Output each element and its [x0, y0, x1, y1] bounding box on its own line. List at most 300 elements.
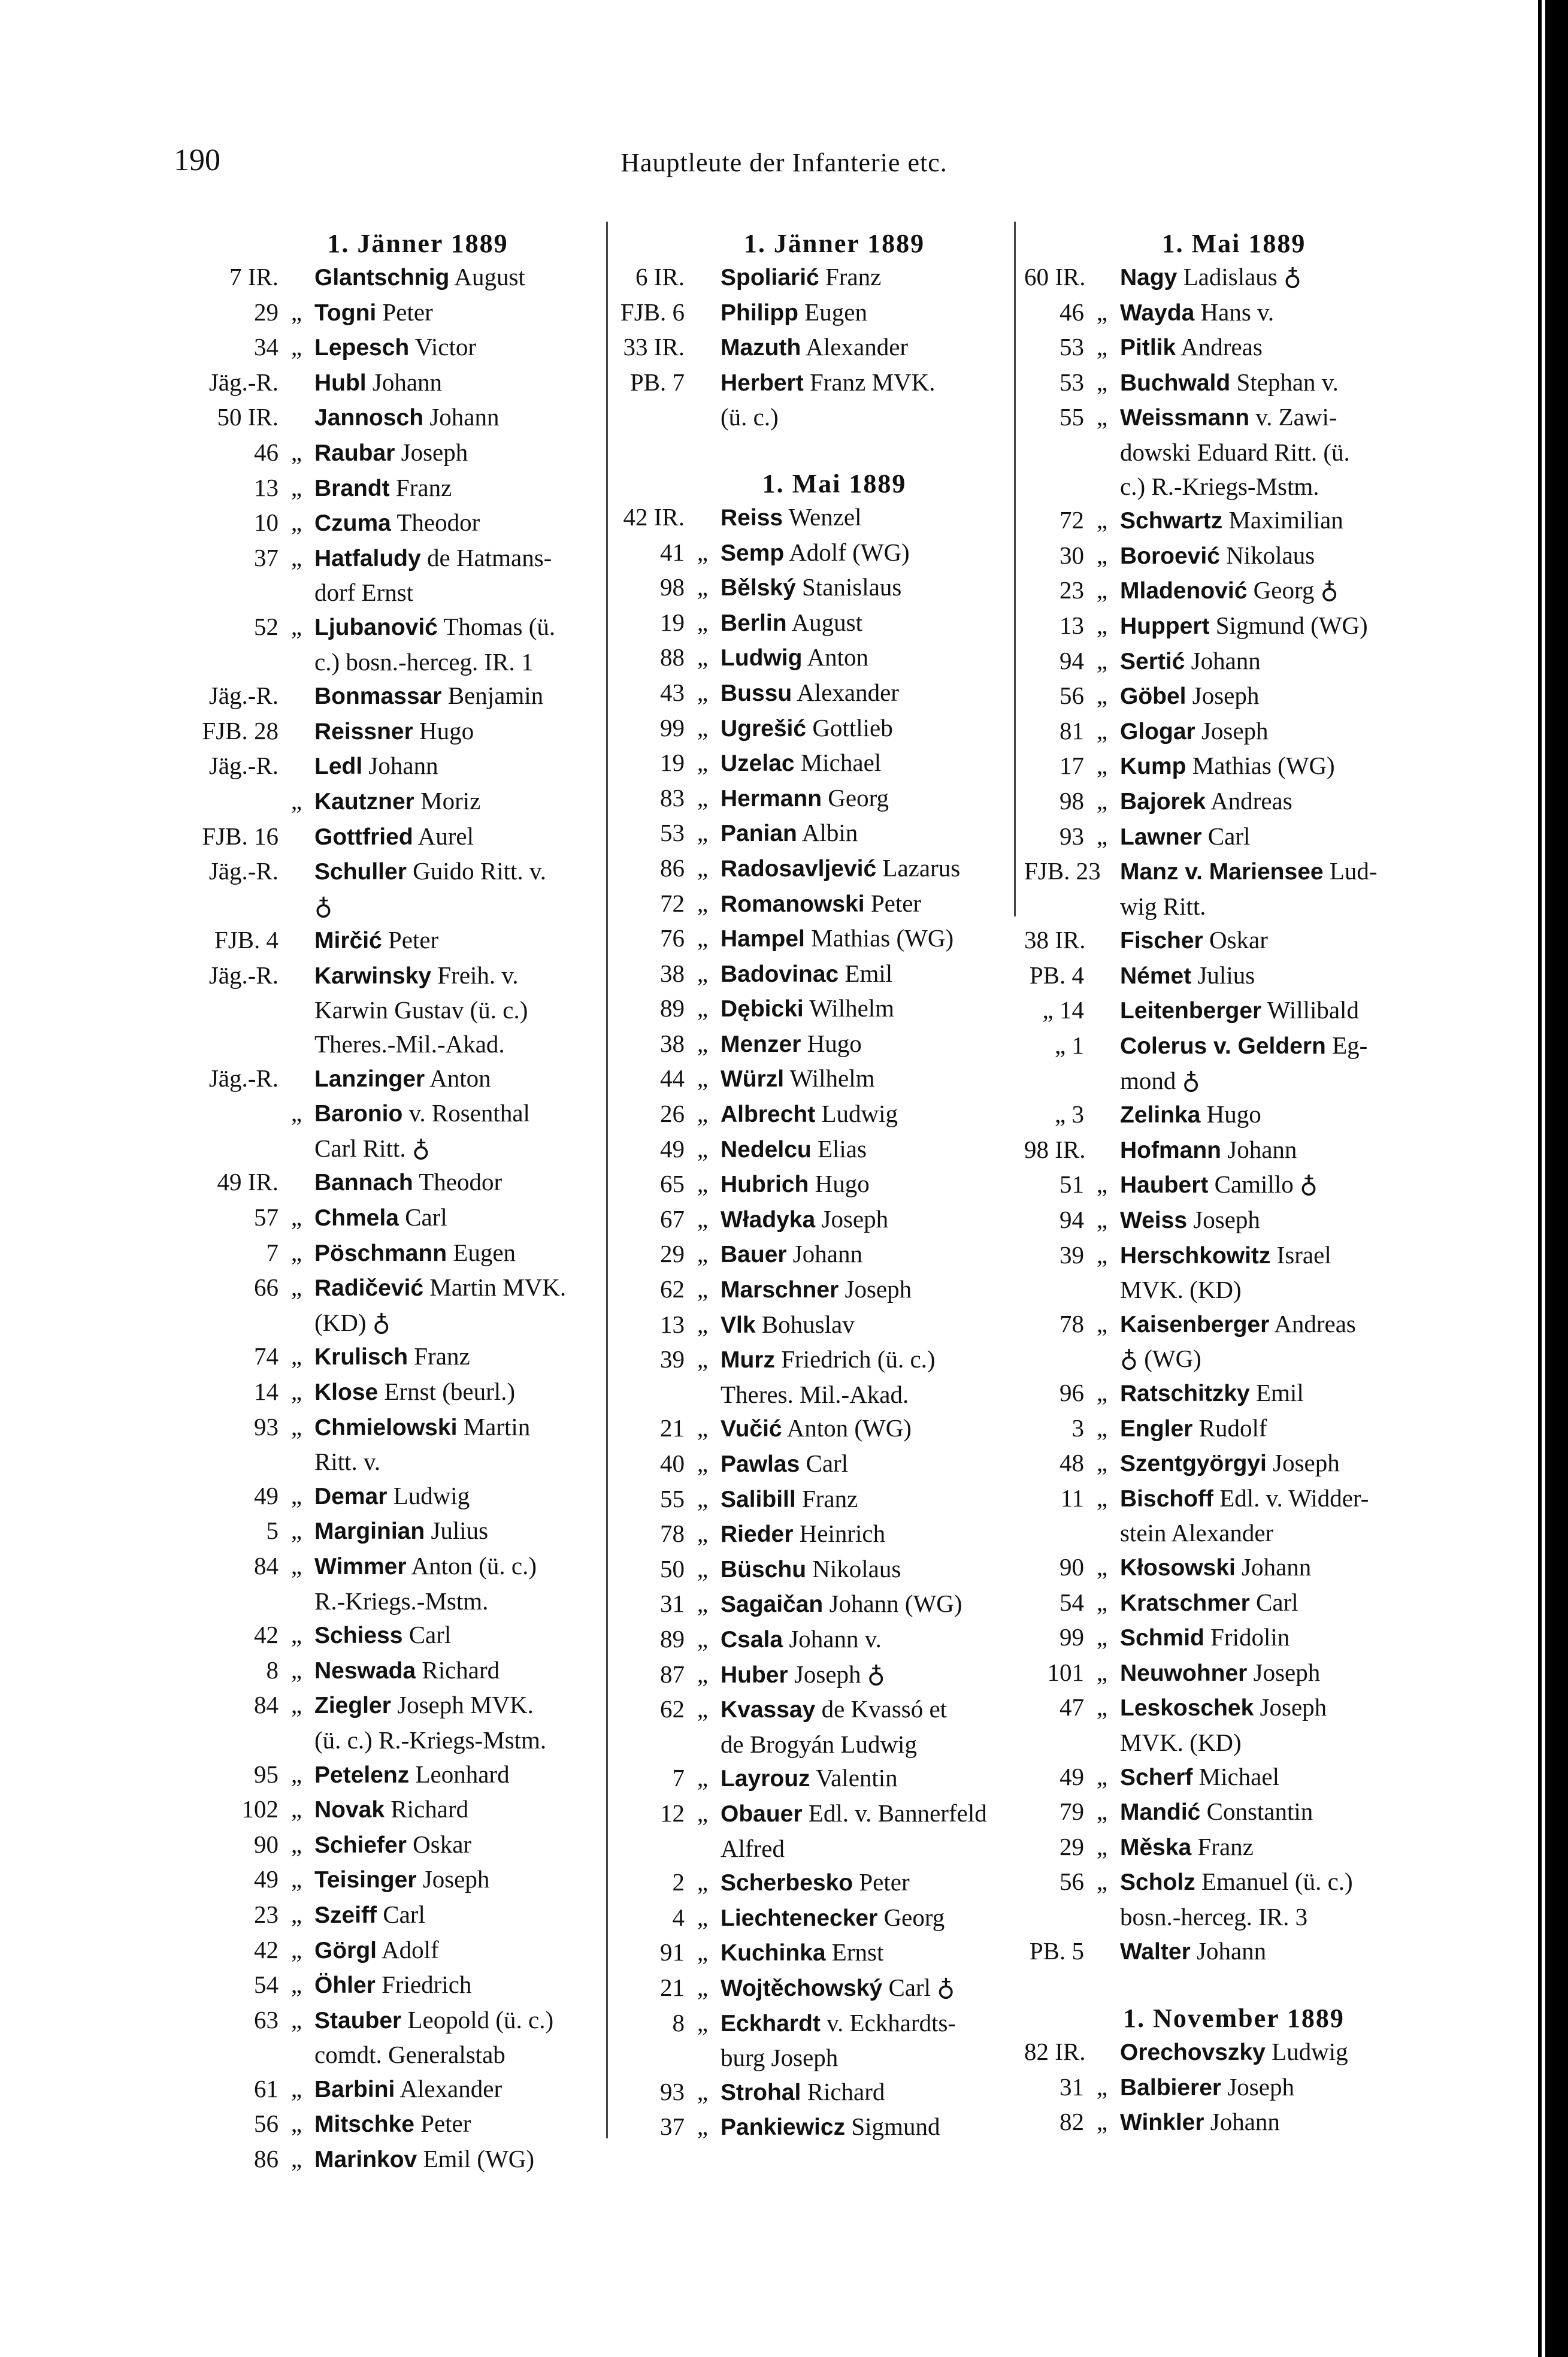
regiment-number: 4 — [672, 1903, 685, 1931]
regiment-number: Jäg.-R. — [208, 857, 279, 885]
regiment-number: 98 — [1060, 786, 1084, 815]
surname: Kuchinka — [721, 1940, 826, 1966]
surname: Barbini — [314, 2076, 395, 2102]
given-name-details: Alexander — [792, 678, 899, 706]
officer-entry-text — [314, 1862, 599, 1898]
officer-entry-text — [1120, 1097, 1407, 1133]
roster-entry — [1024, 1934, 1407, 1969]
surname: Mitschke — [314, 2111, 414, 2138]
ditto-mark: „ — [1096, 1240, 1108, 1269]
roster-entry — [619, 2110, 1014, 2145]
roster-entry — [619, 1935, 1014, 1971]
ditto-mark — [279, 1061, 314, 1097]
surname: Karwinsky — [314, 963, 432, 989]
given-name-details: Hugo — [801, 1029, 862, 1057]
officer-entry-text — [721, 1622, 1014, 1657]
regiment-number: 49 — [1060, 1762, 1084, 1790]
regiment-number: 98 — [660, 573, 685, 601]
ditto-mark: „ — [697, 1170, 709, 1198]
officer-entry-text — [721, 1796, 1014, 1865]
roster-entry — [1024, 854, 1407, 923]
roster-entry — [619, 1097, 1014, 1132]
ditto-mark: „ — [1096, 646, 1108, 674]
ditto-mark: „ — [290, 1517, 302, 1545]
roster-entry — [201, 958, 599, 1061]
ditto-mark: „ — [697, 2113, 709, 2141]
roster-entry — [619, 1202, 1014, 1237]
ditto-mark: „ — [1096, 1449, 1108, 1477]
regiment-number: 42 — [254, 1621, 279, 1649]
officer-entry-text — [314, 923, 599, 958]
ditto-mark: „ — [697, 1799, 709, 1827]
regiment-number: 44 — [660, 1064, 685, 1093]
ditto-mark: „ — [1096, 298, 1108, 326]
given-name-details: Hans v. — [1194, 298, 1275, 326]
officer-entry-text — [721, 1901, 1014, 1936]
section-header: 1. November 1889 — [1123, 2004, 1345, 2034]
officer-entry-text — [314, 749, 599, 784]
officer-entry-text — [314, 1375, 599, 1410]
officer-entry-text — [721, 1061, 1014, 1097]
given-name-details: Martin MVK. (KD) ♁ — [314, 1273, 567, 1336]
roster-entry — [201, 1898, 599, 1933]
officer-entry-text — [314, 1968, 599, 2003]
officer-entry-text — [314, 1236, 599, 1271]
officer-entry-text — [1120, 538, 1407, 574]
ditto-mark: „ — [697, 538, 709, 566]
given-name-details: Johann — [1204, 2108, 1280, 2136]
given-name-details: Joseph — [1221, 2072, 1294, 2101]
regiment-number: 19 — [660, 608, 685, 636]
ditto-mark: „ — [290, 2145, 302, 2173]
regiment-number: 94 — [1060, 646, 1084, 674]
surname: Togni — [314, 299, 377, 326]
given-name-details: Camillo ♁ — [1208, 1170, 1318, 1199]
given-name-details: Carl — [1249, 1588, 1298, 1616]
given-name-details: Ludwig — [1265, 2038, 1348, 2066]
officer-entry-text — [314, 1200, 599, 1236]
regiment-number: 48 — [1060, 1449, 1084, 1477]
given-name-details: Nikolaus — [1219, 541, 1315, 569]
ditto-mark — [279, 1165, 314, 1200]
roster-entry — [619, 1796, 1014, 1865]
officer-entry-text — [721, 1447, 1014, 1482]
ditto-mark: „ — [697, 749, 709, 777]
surname: Dębicki — [721, 996, 804, 1022]
given-name-details: Nikolaus — [806, 1554, 901, 1583]
given-name-details: Friedrich (ü. c.) Theres. Mil.-Akad. — [721, 1345, 936, 1408]
regiment-number: 14 — [254, 1378, 279, 1405]
surname: Neswada — [314, 1657, 416, 1684]
roster-entry — [201, 1339, 599, 1375]
roster-entry — [1024, 679, 1407, 714]
officer-entry-text — [721, 1517, 1014, 1552]
given-name-details: Johann — [1221, 1135, 1297, 1163]
officer-entry-text — [314, 1270, 599, 1339]
roster-entry — [201, 784, 599, 819]
surname: Eckhardt — [721, 2010, 821, 2037]
given-name-details: Hugo — [809, 1170, 870, 1198]
officer-entry-text — [1120, 400, 1407, 503]
officer-entry-text — [314, 2142, 599, 2177]
given-name-details: v. Rosenthal Carl Ritt. ♁ — [314, 1099, 530, 1162]
regiment-number: Jäg.-R. — [208, 961, 279, 989]
given-name-details: Ludwig — [387, 1481, 470, 1509]
officer-entry-text — [721, 676, 1014, 711]
roster-entry — [619, 260, 1014, 295]
officer-entry-text — [721, 1657, 1014, 1693]
surname: Kautzner — [314, 788, 414, 815]
officer-entry-text — [1120, 1133, 1407, 1168]
regiment-number: 39 — [1060, 1240, 1084, 1269]
regiment-number: 30 — [1060, 541, 1084, 569]
officer-entry-text — [314, 330, 599, 365]
ditto-mark: „ — [290, 1203, 302, 1232]
roster-entry — [619, 1411, 1014, 1447]
regiment-number: 78 — [660, 1520, 685, 1548]
ditto-mark — [279, 679, 314, 714]
surname: Scherbesko — [721, 1870, 853, 1896]
officer-entry-text — [314, 295, 599, 331]
officer-entry-text — [314, 365, 599, 401]
regiment-number: 13 — [1060, 611, 1084, 639]
surname: Lepesch — [314, 335, 410, 361]
surname: Měska — [1120, 1834, 1192, 1860]
officer-entry-text — [721, 1272, 1014, 1308]
regiment-number: 102 — [241, 1795, 279, 1823]
officer-entry-text — [1120, 958, 1407, 994]
surname: Sagaičan — [721, 1591, 824, 1618]
officer-entry-text — [721, 991, 1014, 1027]
officer-entry-text — [721, 1552, 1014, 1587]
surname: Uzelac — [721, 751, 795, 777]
ditto-mark — [279, 400, 314, 435]
surname: Zelinka — [1120, 1102, 1201, 1128]
regiment-number: 74 — [254, 1342, 279, 1370]
given-name-details: Joseph — [1186, 682, 1260, 710]
regiment-number: 93 — [1060, 822, 1084, 850]
roster-entry — [1024, 1203, 1407, 1238]
officer-entry-text — [314, 2107, 599, 2142]
roster-entry — [201, 506, 599, 541]
officer-entry-text — [1120, 1586, 1407, 1621]
surname: Strohal — [721, 2079, 801, 2105]
ditto-mark: „ — [290, 1412, 302, 1441]
page-number: 190 — [174, 143, 220, 177]
ditto-mark — [685, 500, 721, 535]
roster-entry — [1024, 784, 1407, 819]
surname: Novak — [314, 1797, 385, 1823]
officer-entry-text — [721, 711, 1014, 746]
given-name-details: Peter — [853, 1868, 910, 1896]
given-name-details: Theodor — [413, 1168, 503, 1196]
regiment-number: 7 — [672, 1764, 685, 1792]
roster-entry — [201, 1375, 599, 1410]
ditto-mark: „ — [290, 1691, 302, 1719]
scan-right-edge-line — [1538, 0, 1542, 2357]
officer-entry-text — [721, 2006, 1014, 2075]
roster-entry — [201, 365, 599, 401]
ditto-mark: „ — [1096, 506, 1108, 534]
ditto-mark: „ — [697, 819, 709, 847]
surname: Gottfried — [314, 824, 413, 850]
surname: Władyka — [721, 1206, 816, 1233]
surname: Demar — [314, 1483, 388, 1509]
ditto-mark: „ — [1096, 1588, 1108, 1616]
regiment-number: 94 — [1060, 1206, 1084, 1234]
given-name-details: Johann — [423, 403, 500, 431]
surname: Hatfaludy — [314, 545, 421, 571]
roster-entry — [201, 749, 599, 784]
ditto-mark — [279, 260, 314, 295]
officer-entry-text — [314, 506, 599, 541]
ditto-mark: „ — [697, 1100, 709, 1128]
given-name-details: Valentin — [810, 1764, 898, 1792]
officer-entry-text — [721, 1132, 1014, 1167]
section-header: 1. Mai 1889 — [1161, 229, 1306, 258]
surname: Herbert — [721, 370, 804, 396]
surname: Huber — [721, 1662, 788, 1688]
roster-entry — [619, 295, 1014, 331]
roster-entry — [1024, 1865, 1407, 1934]
given-name-details: Theodor — [391, 509, 480, 537]
surname: Kaisenberger — [1120, 1311, 1270, 1338]
given-name-details: Johann — [1235, 1553, 1312, 1581]
given-name-details: Richard — [385, 1795, 469, 1823]
surname: Mladenović — [1120, 578, 1248, 604]
surname: Ludwig — [721, 645, 803, 671]
ditto-mark: „ — [290, 1830, 302, 1858]
ditto-mark — [1084, 993, 1120, 1028]
officer-entry-text — [314, 679, 599, 714]
surname: Salibill — [721, 1486, 796, 1512]
given-name-details: Peter — [414, 2110, 471, 2138]
regiment-number — [201, 784, 279, 819]
ditto-mark: „ — [1096, 786, 1108, 815]
regiment-number: PB. 4 — [1029, 961, 1084, 989]
given-name-details: Alexander — [801, 333, 909, 361]
ditto-mark: „ — [697, 1624, 709, 1653]
ditto-mark: „ — [1096, 1170, 1108, 1199]
regiment-number: 10 — [254, 509, 279, 537]
ditto-mark: „ — [290, 509, 302, 537]
officer-entry-text — [1120, 2070, 1407, 2105]
ditto-mark: „ — [290, 1935, 302, 1963]
officer-entry-text — [1120, 819, 1407, 855]
surname: Chmela — [314, 1205, 399, 1232]
given-name-details: Sigmund (WG) — [1209, 611, 1368, 639]
officer-entry-text — [314, 435, 599, 471]
roster-entry — [619, 1657, 1014, 1693]
surname: Buchwald — [1120, 370, 1231, 396]
given-name-details: Friedrich — [375, 1971, 472, 1999]
roster-entry — [619, 781, 1014, 816]
roster-entry — [201, 1827, 599, 1863]
given-name-details: Adolf — [377, 1935, 439, 1963]
given-name-details: August — [449, 263, 525, 291]
officer-entry-text — [721, 851, 1014, 886]
regiment-number: Jäg.-R. — [208, 368, 279, 396]
roster-entry — [201, 1862, 599, 1898]
ditto-mark: „ — [697, 608, 709, 636]
given-name-details: Johann — [366, 368, 443, 396]
ditto-mark: „ — [290, 612, 302, 640]
regiment-number: 37 — [660, 2113, 685, 2141]
ditto-mark: „ — [1096, 1206, 1108, 1234]
surname: Krulisch — [314, 1344, 408, 1370]
roster-entry — [201, 1653, 599, 1689]
regiment-number: 99 — [660, 713, 685, 742]
ditto-mark: „ — [697, 1868, 709, 1896]
given-name-details: Joseph MVK. (ü. c.) R.-Kriegs-Mstm. — [314, 1691, 547, 1754]
roster-entry — [1024, 260, 1407, 295]
roster-entry — [1024, 503, 1407, 538]
surname: Nagy — [1120, 265, 1177, 291]
regiment-number: 42 IR. — [623, 503, 685, 531]
officer-entry-text — [721, 746, 1014, 781]
given-name-details: Martin Ritt. v. — [314, 1412, 531, 1476]
roster-entry — [1024, 1586, 1407, 1621]
roster-entry — [619, 851, 1014, 886]
regiment-number: 101 — [1047, 1658, 1084, 1686]
given-name-details: Joseph — [1195, 716, 1269, 745]
surname: Pitlik — [1120, 335, 1176, 361]
officer-entry-text — [1120, 1690, 1407, 1759]
roster-entry — [1024, 1028, 1407, 1097]
surname: Hampel — [721, 926, 805, 952]
given-name-details: Freih. v. Karwin Gustav (ü. c.) Theres.-Mil.-Akad. — [314, 961, 528, 1058]
given-name-details: Johann — [1185, 646, 1261, 674]
ditto-mark — [1084, 1097, 1120, 1133]
ditto-mark: „ — [697, 1029, 709, 1057]
regiment-number: 41 — [660, 538, 685, 566]
regiment-number: FJB. 23 — [1024, 857, 1101, 885]
given-name-details: Joseph — [1247, 1658, 1321, 1686]
ditto-mark: „ — [697, 1764, 709, 1792]
surname: Colerus v. Geldern — [1120, 1033, 1326, 1060]
surname: Kratschmer — [1120, 1590, 1250, 1616]
officer-entry-text — [721, 1411, 1014, 1447]
given-name-details: Andreas — [1206, 786, 1292, 815]
ditto-mark: „ — [697, 1414, 709, 1442]
ditto-mark: „ — [697, 678, 709, 706]
given-name-details: de Kvassó et de Brogyán Ludwig — [721, 1695, 948, 1758]
given-name-details: Joseph MVK. (KD) — [1120, 1693, 1327, 1756]
officer-entry-text — [314, 1688, 599, 1757]
roster-entry — [619, 1517, 1014, 1552]
regiment-number: 29 — [1060, 1832, 1084, 1860]
roster-entry — [1024, 1620, 1407, 1656]
ditto-mark — [279, 819, 314, 855]
given-name-details: Ludwig — [815, 1100, 898, 1128]
roster-entry — [201, 1688, 599, 1757]
regiment-number: 57 — [254, 1203, 279, 1232]
roster-entry — [1024, 993, 1407, 1028]
surname: Glogar — [1120, 718, 1195, 745]
officer-entry-text — [1120, 1481, 1407, 1550]
roster-entry — [1024, 1690, 1407, 1759]
officer-entry-text — [1120, 1934, 1407, 1969]
regiment-number: 60 IR. — [1024, 263, 1086, 291]
surname: Kłosowski — [1120, 1554, 1236, 1581]
surname: Ugrešić — [721, 715, 807, 742]
ditto-mark: „ — [697, 1310, 709, 1338]
officer-entry-text — [1120, 923, 1407, 958]
regiment-number: 56 — [1060, 1868, 1084, 1896]
officer-entry-text — [721, 1237, 1014, 1272]
surname: Kvassay — [721, 1697, 816, 1723]
regiment-number: 54 — [1060, 1588, 1084, 1616]
regiment-number: 84 — [254, 1691, 279, 1719]
roster-entry — [1024, 609, 1407, 644]
ditto-mark — [685, 330, 721, 365]
regiment-number: 72 — [660, 889, 685, 917]
given-name-details: Wilhelm — [784, 1064, 875, 1093]
officer-entry-text — [314, 2003, 599, 2072]
surname: Glantschnig — [314, 265, 450, 291]
given-name-details: Joseph — [1187, 1206, 1260, 1234]
regiment-number: 52 — [254, 612, 279, 640]
given-name-details: Emanuel (ü. c.) bosn.-herceg. IR. 3 — [1120, 1868, 1353, 1931]
regiment-number: 63 — [254, 2005, 279, 2034]
roster-entry — [1024, 644, 1407, 679]
surname: Vučić — [721, 1416, 782, 1442]
roster-entry — [201, 400, 599, 435]
surname: Vlk — [721, 1312, 756, 1338]
given-name-details: Georg — [822, 783, 889, 812]
surname: Ziegler — [314, 1693, 391, 1719]
surname: Mirčić — [314, 928, 382, 954]
regiment-number: PB. 7 — [629, 368, 685, 396]
ditto-mark: „ — [1096, 682, 1108, 710]
given-name-details: Mathias (WG) — [1186, 752, 1335, 780]
regiment-number: „ 3 — [1055, 1100, 1084, 1128]
ditto-mark: „ — [290, 1551, 302, 1580]
regiment-number: 29 — [254, 298, 279, 326]
given-name-details: Albin — [797, 819, 858, 847]
given-name-details: Georg — [877, 1903, 945, 1931]
regiment-number: 93 — [254, 1412, 279, 1441]
given-name-details: Lazarus — [876, 854, 961, 882]
ditto-mark — [1084, 1133, 1120, 1168]
surname: Bussu — [721, 680, 792, 706]
officer-entry-text — [721, 640, 1014, 676]
surname: Bischoff — [1120, 1485, 1213, 1512]
ditto-mark: „ — [697, 1520, 709, 1548]
ditto-mark: „ — [697, 783, 709, 812]
given-name-details: Carl — [800, 1450, 849, 1477]
surname: Semp — [721, 540, 785, 566]
surname: Marschner — [721, 1277, 839, 1303]
surname: Bannach — [314, 1170, 413, 1196]
surname: Herschkowitz — [1120, 1242, 1271, 1269]
surname: Hubrich — [721, 1172, 809, 1198]
roster-entry — [1024, 365, 1407, 401]
officer-entry-text — [721, 295, 1014, 331]
ditto-mark — [685, 365, 721, 434]
roster-entry — [1024, 1307, 1407, 1376]
officer-entry-text — [1120, 2105, 1407, 2140]
regiment-number: 86 — [660, 854, 685, 882]
ditto-mark: „ — [1096, 541, 1108, 569]
officer-entry-text — [314, 1933, 599, 1968]
surname: Scherf — [1120, 1764, 1193, 1790]
ditto-mark — [685, 260, 721, 295]
officer-entry-text — [721, 1587, 1014, 1622]
surname: Ratschitzky — [1120, 1381, 1250, 1406]
surname: Nedelcu — [721, 1136, 812, 1163]
given-name-details: Julius — [425, 1517, 489, 1545]
